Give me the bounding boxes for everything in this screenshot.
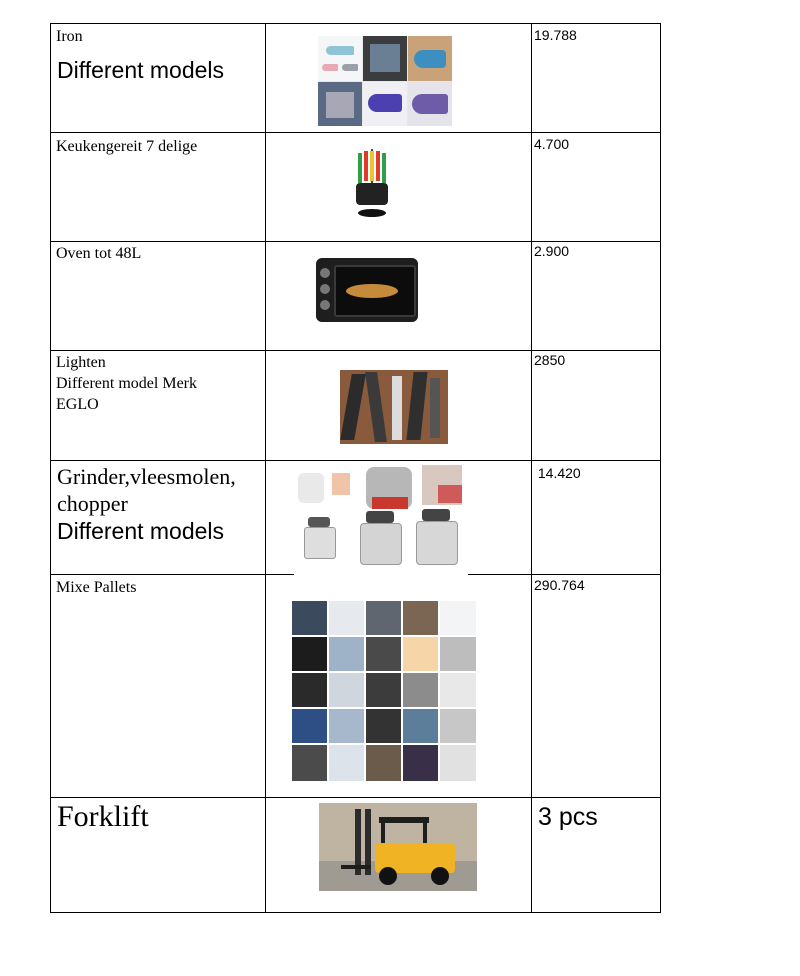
product-name: chopper <box>57 491 128 516</box>
product-name-cell <box>51 351 266 461</box>
product-value-cell <box>532 24 661 133</box>
product-subtitle: EGLO <box>56 396 99 413</box>
pallet-collage-image <box>292 601 476 783</box>
product-image-cell <box>266 461 532 575</box>
grinder-collage-image <box>294 461 468 575</box>
product-image-cell <box>266 575 532 798</box>
product-name-cell <box>51 24 266 133</box>
product-name: Mixe Pallets <box>56 579 137 596</box>
product-name: Forklift <box>57 800 149 833</box>
product-value-cell <box>532 242 661 351</box>
table-row <box>51 133 661 242</box>
product-name: Grinder,vleesmolen, <box>57 464 236 489</box>
product-image-cell <box>266 351 532 461</box>
product-image-cell <box>266 133 532 242</box>
product-image-cell <box>266 798 532 913</box>
product-image-cell <box>266 242 532 351</box>
oven-image <box>316 258 418 322</box>
product-table <box>50 23 661 913</box>
utensil-set-image <box>352 147 392 223</box>
lights-image <box>340 370 448 444</box>
product-subtitle: Different models <box>57 57 225 83</box>
iron-collage-image <box>318 36 452 126</box>
product-subtitle: Different models <box>57 518 225 544</box>
product-name-cell <box>51 798 266 913</box>
product-value: 2850 <box>534 352 566 368</box>
product-value-cell <box>532 351 661 461</box>
product-value: 14.420 <box>534 465 581 481</box>
product-value: 2.900 <box>534 243 570 259</box>
product-name-cell <box>51 133 266 242</box>
product-name-cell <box>51 461 266 575</box>
product-value-cell <box>532 575 661 798</box>
product-image-cell <box>266 24 532 133</box>
product-value-cell <box>532 133 661 242</box>
product-value-cell <box>532 798 661 913</box>
product-name: Keukengereit 7 delige <box>56 138 198 155</box>
product-subtitle: Different model Merk <box>56 375 197 392</box>
table-row <box>51 242 661 351</box>
table-row <box>51 24 661 133</box>
product-name-cell <box>51 575 266 798</box>
product-name-cell <box>51 242 266 351</box>
product-name: Oven tot 48L <box>56 245 142 262</box>
product-value: 290.764 <box>534 577 585 593</box>
table-row <box>51 461 661 575</box>
product-name: Iron <box>56 28 83 45</box>
forklift-image <box>319 803 477 891</box>
product-value: 3 pcs <box>538 803 598 831</box>
product-name: Lighten <box>56 354 106 371</box>
product-value-cell <box>532 461 661 575</box>
table-row <box>51 575 661 798</box>
product-value: 19.788 <box>534 27 577 43</box>
product-value: 4.700 <box>534 136 570 152</box>
table-row <box>51 798 661 913</box>
table-row <box>51 351 661 461</box>
